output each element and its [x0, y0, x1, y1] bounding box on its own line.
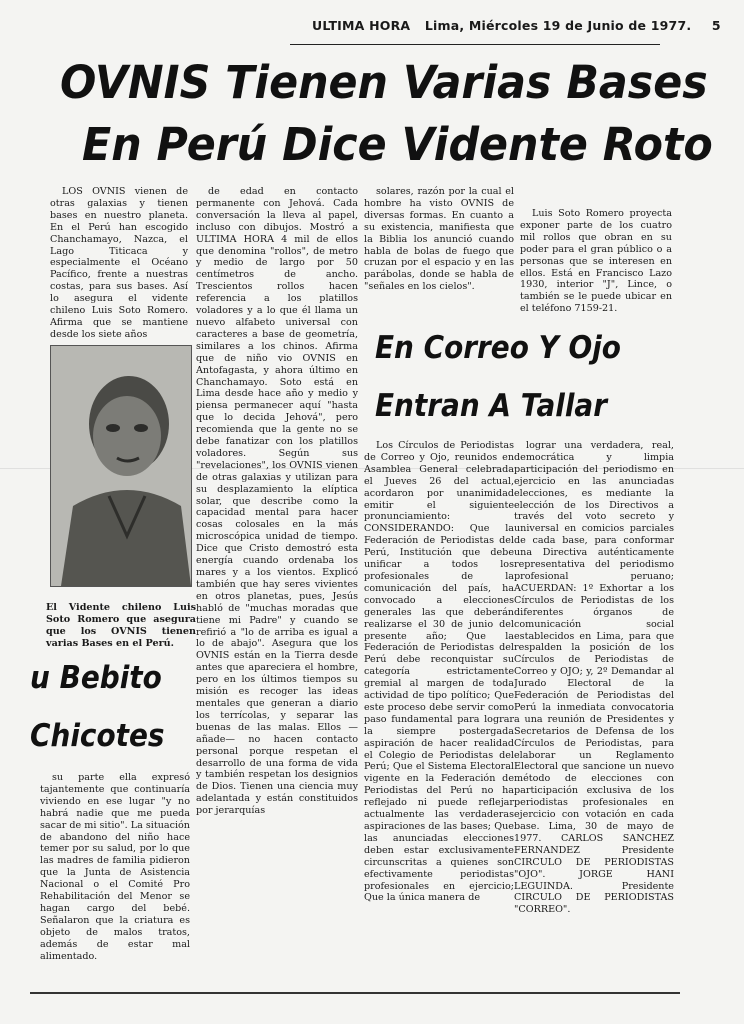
third-article-text-1: su parte ella expresó tajantemente que continuaría viviendo en ese lugar "y no habrá nadie que me pueda sacar de mi sitio". La situación de abandono del niño hace temer por su salud, por lo que las madres de familia pidieron que la Junta de Asistencia Nacional o el Comité Pro Rehabilitación del Menor se hagan cargo del bebé. Señalaron que la criatura es objeto de malos tratos, además de estar mal alimentado.	[40, 772, 190, 962]
main-article-column-3	[364, 186, 514, 326]
main-article-column-1	[50, 186, 188, 338]
page-number: 5	[711, 18, 721, 33]
main-article-text-1: LOS OVNIS vienen de otras galaxias y tienen bases en nuestro planeta. En el Perú han escogido Chanchamayo, Nazca, el Lago Titicaca y especialmente el Océano Pacífico, frente a nuestras costas, para sus bases. Así lo asegura el vidente chileno Luis Soto Romero. Afirma que se mantiene desde los siete años	[50, 186, 188, 338]
second-headline-line1: En Correo Y Ojo	[375, 330, 621, 366]
third-headline-line1: u Bebito	[30, 660, 162, 696]
main-headline-line2: En Perú Dice Vidente Roto	[82, 118, 713, 171]
main-headline-line1: OVNIS Tienen Varias Bases	[60, 56, 708, 109]
second-article-column-2	[514, 440, 674, 1022]
third-article-column-1	[40, 772, 190, 986]
third-headline-line2: Chicotes	[30, 718, 165, 754]
main-article-text-2: de edad en contacto permanente con Jehová. Cada conversación la lleva al papel, incluso con dibujos. Mostró a ULTIMA HORA 4 mil de ellos que denomina "rollos", de metro y medio de largo por 50 centímetros de ancho. Trescientos rollos hacen referencia a los platillos voladores y a lo que él llama un nuevo alfabeto universal con caracteres a base de geometría, similares a los chinos. Afirma que de niño vio OVNIS en Antofagasta, y ahora último en Chanchamayo. Soto está en Lima desde hace año y medio y piensa permanecer aquí "hasta que lo decida Jehová", pero recomienda que la gente no se debe fanatizar con los platillos voladores. Según sus "revelaciones", los OVNIS vienen de otras galaxias y utilizan para su desplazamiento la elíptica solar, que describe como la capacidad mental para hacer cosas colosales en la más microscópica unidad de tiempo. Dice que Cristo demostró esta energía cuando ordenaba los mares y a los vientos. Explicó también que hay seres vivientes en otros planetas, pues, Jesús habló de "muchas moradas que tiene mi Padre" y cuando se refirió a "lo de arriba es igual a lo de abajo". Asegura que los OVNIS están en la Tierra desde antes que apareciera el hombre, pero en los últimos tiempos su misión es recoger las ideas mentales que generan a diario los terrícolas, y separar las buenas de las malas. Ellos —añade— no hacen contacto personal porque respetan el desarrollo de una forma de vida y también respetan los designios de Dios. Tienen una ciencia muy adelantada y están constituidos por jerarquías	[196, 186, 358, 817]
photo-caption: El Vidente chileno Luis Soto Romero que asegura que los OVNIS tienen varias Bases en el Perú.	[46, 602, 196, 649]
masthead-dateline: Lima, Miércoles 19 de Junio de 1977.	[424, 18, 692, 33]
masthead	[312, 18, 721, 40]
second-article-text-2: lograr una verdadera, real, democrática y limpia participación del periodismo en ejercicio en las anunciadas elecciones, es mediante la elección de los Directivos a través del voto secreto y universal en comicios parciales de cada base, para conformar una Directiva auténticamente representativa del periodismo profesional peruano; ACUERDAN: 1º Exhortar a los Círculos de Periodistas de los diferentes órganos de comunicación social establecidos en Lima, para que respalden la posición de los Círculos de Periodistas de Correo y OJO; y, 2º Demandar al Jurado Electoral de la Federación de Periodistas del Perú la inmediata convocatoria a una reunión de Presidentes y Secretarios de Defensa de los Círculos de Periodistas, para elaborar un Reglamento Electoral que sancione un nuevo método de elecciones con participación exclusiva de los periodistas profesionales en ejercicio con votación en cada base. Lima, 30 de mayo de 1977. CARLOS SANCHEZ FERNANDEZ Presidente CIRCULO DE PERIODISTAS "OJO". JORGE HANI LEGUINDA. Presidente CIRCULO DE PERIODISTAS "CORREO".	[514, 440, 674, 916]
second-article-column-1	[364, 440, 514, 996]
masthead-paper: ULTIMA HORA	[312, 18, 411, 33]
main-article-column-2	[196, 186, 358, 984]
main-article-column-4	[520, 208, 672, 328]
portrait-image	[51, 346, 191, 586]
vidente-photo	[50, 345, 192, 587]
second-headline-line2: Entran A Tallar	[375, 388, 607, 424]
main-article-text-4: Luis Soto Romero proyecta exponer parte de los cuatro mil rollos que obran en su poder para el gran público o a personas que se interesen en ellos. Está en Francisco Lazo 1930, interior "J", Lince, o también se le puede ubicar en el teléfono 7159-21.	[520, 208, 672, 315]
masthead-rule	[290, 44, 660, 45]
main-article-text-3: solares, razón por la cual el hombre ha visto OVNIS de diversas formas. En cuanto a su existencia, manifiesta que la Biblia los anunció cuando habla de bolas de fuego que cruzan por el espacio y en las parábolas, donde se habla de "señales en los cielos".	[364, 186, 514, 293]
second-article-text-1: Los Círculos de Periodistas de Correo y Ojo, reunidos en Asamblea General celebrada el Jueves 26 del actual, acordaron por unanimidad emitir el siguiente pronunciamiento: CONSIDERANDO: Que la Federación de Periodistas del Perú, Institución que debe unificar a todos los profesionales de la comunicación del país, ha convocado a elecciones generales las que deberán realizarse el 30 de junio del presente año; Que la Federación de Periodistas del Perú debe reconquistar su categoría estrictamente gremial al margen de toda actividad de tipo político; Que este proceso debe servir como paso fundamental para lograr la siempre postergada aspiración de hacer realidad el Colegio de Periodistas del Perú; Que el Sistema Electoral vigente en la Federación de Periodistas del Perú no ha reflejado ni puede reflejar actualmente las verdaderas aspiraciones de las bases; Que las anunciadas elecciones deben estar exclusivamente circunscritas a quienes son efectivamente periodistas profesionales en ejercicio; Que la única manera de	[364, 440, 514, 904]
bottom-rule	[30, 992, 680, 994]
